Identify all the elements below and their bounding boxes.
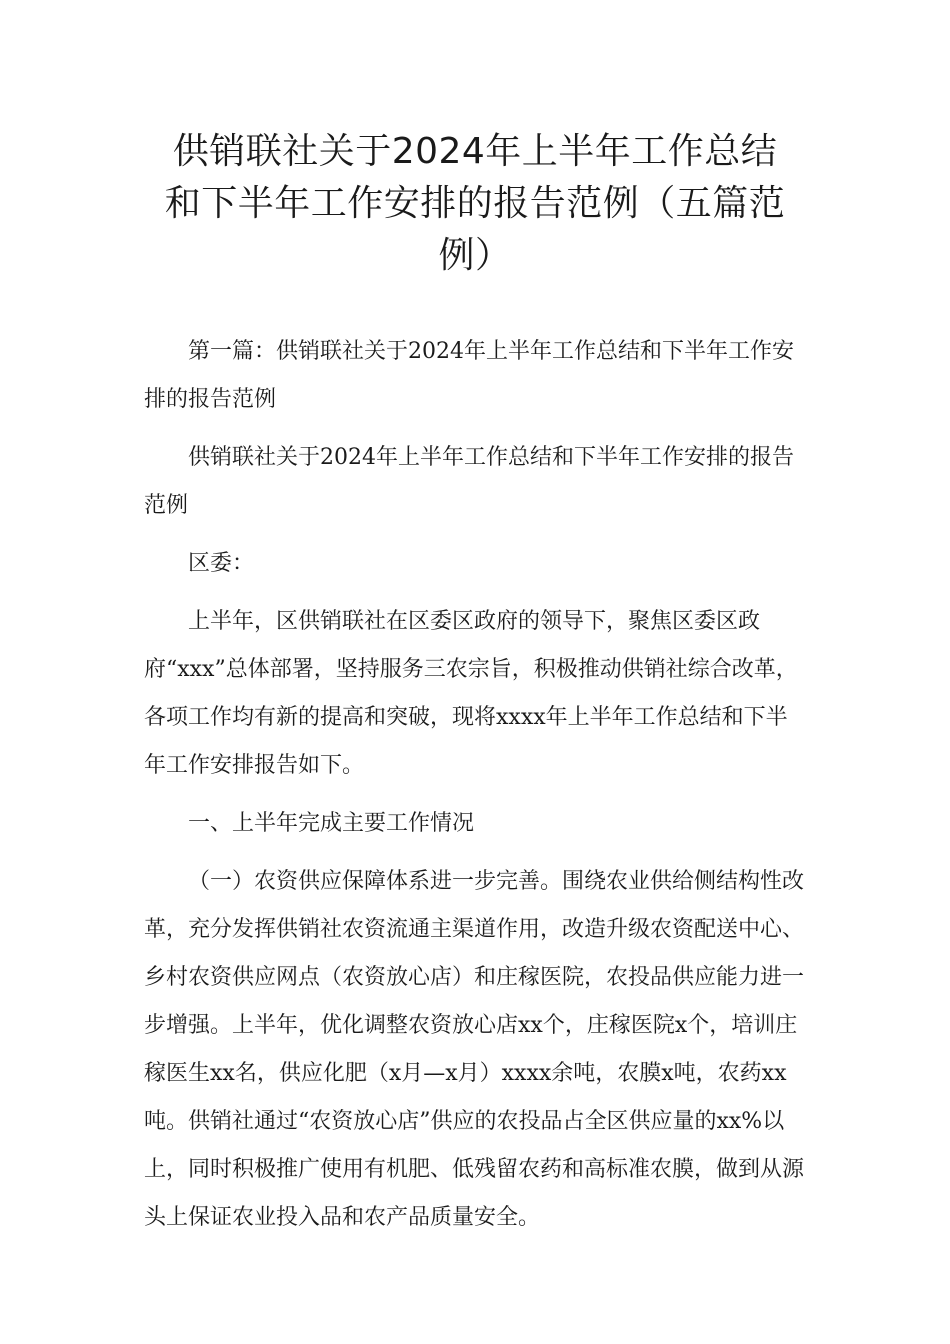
intro-paragraph: 上半年，区供销联社在区委区政府的领导下，聚焦区委区政府“xxx”总体部署，坚持服务三农宗旨，积极推动供销社综合改革，各项工作均有新的提高和突破，现将xxxx年上半年工作总结和下半年工作安排报告如下。 <box>144 609 798 778</box>
body-paragraph: （一）农资供应保障体系进一步完善。围绕农业供给侧结构性改革，充分发挥供销社农资流通主渠道作用，改造升级农资配送中心、乡村农资供应网点（农资放心店）和庄稼医院，农投品供应能力进一步增强。上半年，优化调整农资放心店xx个，庄稼医院x个，培训庄稼医生xx名，供应化肥（x月—x月）xxxx余吨，农膜x吨，农药xx吨。供销社通过“农资放心店”供应的农投品占全区供应量的xx%以上，同时积极推广使用有机肥、低残留农药和高标准农膜，做到从源头上保证农业投入品和农产品质量安全。 <box>144 869 805 1230</box>
report-subtitle: 供销联社关于2024年上半年工作总结和下半年工作安排的报告范例 <box>144 445 794 518</box>
document-body <box>144 328 808 1242</box>
section-heading-part-one: 第一篇：供销联社关于2024年上半年工作总结和下半年工作安排的报告范例 <box>144 339 794 412</box>
salutation: 区委： <box>188 551 255 576</box>
document-title <box>140 126 810 282</box>
section-heading: 一、上半年完成主要工作情况 <box>188 811 475 836</box>
title-line: 供销联社关于2024年上半年工作总结 <box>172 131 778 172</box>
title-line: 例） <box>438 235 512 276</box>
title-line: 和下半年工作安排的报告范例（五篇范 <box>164 183 786 224</box>
